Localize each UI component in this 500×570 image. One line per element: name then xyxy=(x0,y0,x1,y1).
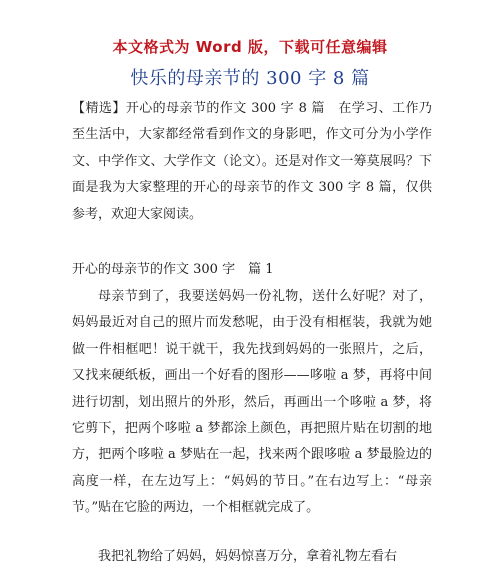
body-paragraph: 我把礼物给了妈妈，妈妈惊喜万分，拿着礼物左看右 xyxy=(98,549,398,564)
page-title: 快乐的母亲节的 300 字 8 篇 xyxy=(130,68,370,89)
body-paragraph: 母亲节到了，我要送妈妈一份礼物，送什么好呢？对了，妈妈最近对自己的照片而发愁呢，由于没有相框装，我就为她做一件相框吧！说干就干，我先找到妈妈的一张照片，之后，又找来硬纸板，画出一个好看的图形——哆啦 a 梦，再将中间进行切割，划出照片的外形，然后，再画出一个哆啦 a 梦，将它剪下，把两个哆啦 a 梦都涂上颜色，再把照片贴在切割的地方，把两个哆啦 a 梦贴在一起，找来两个跟哆啦 a 梦最脸边的高度一样，在左边写上：“妈妈的节日。”在右边写上：“母亲节。”贴在它脸的两边，一个相框就完成了。 xyxy=(72,289,432,516)
section-heading: 开心的母亲节的作文 300 字 篇 1 xyxy=(72,262,274,277)
format-banner: 本文格式为 Word 版，下载可任意编辑 xyxy=(112,38,388,56)
intro-paragraph: 【精选】开心的母亲节的作文 300 字 8 篇 在学习、工作乃至生活中，大家都经常看到作文的身影吧，作文可分为小学作文、中学作文、大学作文（论文）。还是对作文一筹莫展吗？下面是我为大家整理的开心的母亲节的作文 300 字 8 篇，仅供参考，欢迎大家阅读。 xyxy=(72,101,432,222)
